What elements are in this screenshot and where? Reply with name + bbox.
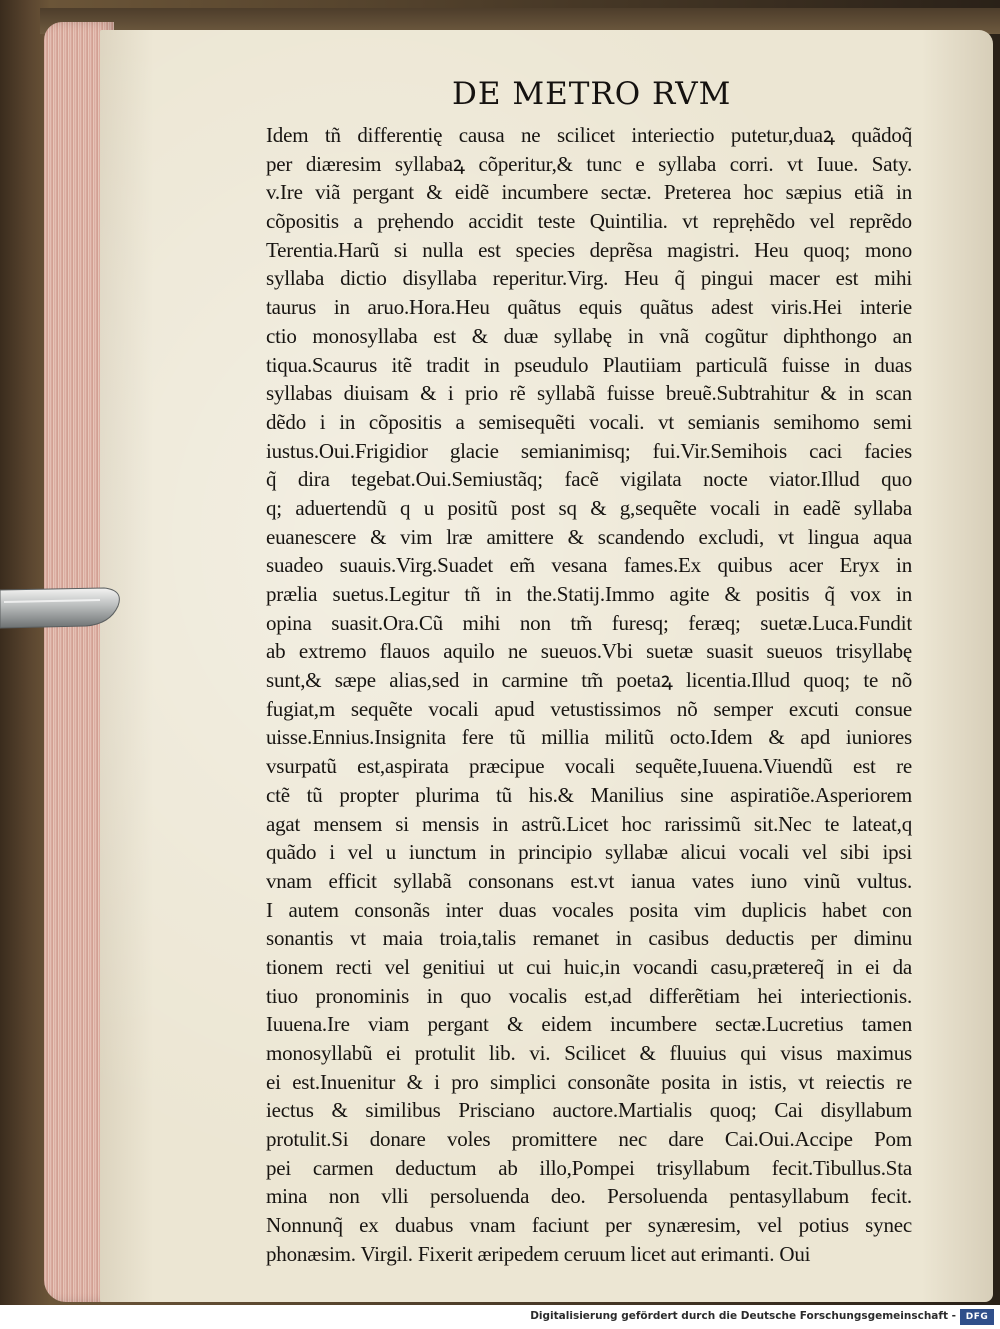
text-line: per diæresim syllabaꝝ cõperitur,& tunc e syllaba corri. vt Iuue. Saty. (266, 151, 912, 176)
text-line: euanescere & vim lræ amittere & scandendo excludi, vt lingua aqua (266, 524, 912, 549)
text-line: vnam efficit syllabã consonans est.vt ianua vates iuno vinũ vultus. (266, 868, 912, 893)
text-line: tiqua.Scaurus itẽ tradit in pseudulo Plautiiam particulã fuisse in duas (266, 352, 912, 377)
text-line: cõpositis a prẹhendo accidit teste Quintilia. vt reprẹhẽdo vel reprẽdo (266, 209, 912, 234)
text-line: v.Ire viã pergant & eidẽ incumbere sectæ. Preterea hoc sæpius etiã in (266, 180, 912, 205)
text-line: syllabas diuisam & i prio rẽ syllabã fuisse breuẽ.Subtrahitur & in scan (266, 381, 912, 406)
text-line: vsurpatũ est,aspirata præcipue vocali sequẽte,Iuuena.Viuendũ est re (266, 754, 912, 779)
text-line: sonantis vt maia troia,talis remanet in casibus deductis per diminu (266, 926, 912, 951)
dfg-logo: DFG (960, 1309, 994, 1325)
text-line: syllaba dictio disyllaba reperitur.Virg. Heu q̃ pingui macer est mihi (266, 266, 912, 291)
text-line: opina suasit.Ora.Cũ mihi non tm̃ furesq; feræq; suetæ.Luca.Fundit (266, 610, 912, 635)
running-title: DE METRO RVM (452, 76, 732, 112)
text-line: monosyllabũ ei protulit lib. vi. Scilicet & fluuius qui visus maximus (266, 1041, 912, 1065)
text-line: taurus in aruo.Hora.Heu quãtus equis quãtus adest viris.Hei interie (266, 295, 912, 320)
funding-credit: Digitalisierung gefördert durch die Deutsche Forschungsgemeinschaft - (530, 1310, 956, 1322)
text-line: fugiat,m sequẽte vocali apud vetustissimos nõ semper excuti consue (266, 696, 912, 721)
text-line: q; aduertendũ q u positũ post sq & g,sequẽte vocali in eadẽ syllaba (266, 495, 912, 520)
text-line: I autem consonãs inter duas vocales posita vim duplicis habet con (266, 897, 912, 922)
text-line: prælia suetus.Legitur tñ in the.Statij.Immo agite & positis q̃ vox in (266, 582, 912, 606)
text-line: q̃ dira tegebat.Oui.Semiustãq; facẽ vigilata nocte viator.Illud quo (266, 467, 912, 492)
text-line: Iuuena.Ire viam pergant & eidem incumbere sectæ.Lucretius tamen (266, 1012, 912, 1037)
text-line: sunt,& sæpe alias,sed in carmine tm̃ poetaꝝ licentia.Illud quoq; te nõ (266, 668, 912, 693)
text-line: iectus & similibus Prisciano auctore.Martialis quoq; Cai disyllabum (266, 1098, 912, 1123)
text-line: agat mensem si mensis in astrũ.Licet hoc rarissimũ sit.Nec te lateat,q (266, 811, 912, 836)
text-line: tiuo pronominis in quo vocalis est,ad differẽtiam hei interiectionis. (266, 983, 912, 1008)
text-line: phonæsim. Virgil. Fixerit æripedem ceruum licet aut erimanti. Oui (266, 1241, 811, 1266)
text-line: tionem recti vel genitiui ut cui huic,in vocandi casu,prætereq̃ in ei da (266, 954, 912, 979)
text-line: mina non vlli persoluenda deo. Persoluenda pentasyllabum fecit. (266, 1184, 912, 1209)
text-line: protulit.Si donare voles promittere nec dare Cai.Oui.Accipe Pom (266, 1127, 912, 1152)
page-clip-icon (0, 580, 124, 636)
text-line: Terentia.Harũ si nulla est species deprẽsa magistri. Heu quoq; mono (266, 237, 912, 262)
text-line: Idem tñ differentię causa ne scilicet interiectio putetur,duaꝝ quãdoq̃ (266, 123, 912, 147)
text-line: pei carmen deductum ab illo,Pompei trisyllabum fecit.Tibullus.Sta (266, 1155, 912, 1180)
text-line: ab extremo flauos aquilo ne sueuos.Vbi suetæ suasit sueuos trisyllabę (266, 639, 912, 664)
text-line: suadeo suauis.Virg.Suadet em̃ vesana fames.Ex quibus acer Eryx in (266, 553, 912, 578)
text-line: dẽdo i in cõpositis a semisequẽti vocali. vt semianis semihomo semi (266, 409, 912, 434)
text-line: quãdo i vel u iunctum in principio syllabæ alicui vocali vel sibi ipsi (266, 840, 912, 865)
text-line: Nonnunq̃ ex duabus vnam faciunt per synæresim, vel potius synec (266, 1213, 912, 1238)
text-line: ei est.Inuenitur & i pro simplici consonãte posita in istis, vt reiectis re (266, 1069, 912, 1094)
footer-bar (0, 1305, 1000, 1329)
text-line: uisse.Ennius.Insignita fere tũ millia militũ octo.Idem & apd iuniores (266, 725, 912, 750)
text-line: iustus.Oui.Frigidior glacie semianimisq; fui.Vir.Semihois caci facies (266, 438, 912, 463)
text-line: ctẽ tũ propter plurima tũ his.& Manilius sine aspiratiõe.Asperiorem (266, 782, 912, 807)
text-line: ctio monosyllaba est & duæ syllabę in vnã cogũtur diphthongo an (266, 323, 912, 348)
text-block (266, 121, 912, 1269)
